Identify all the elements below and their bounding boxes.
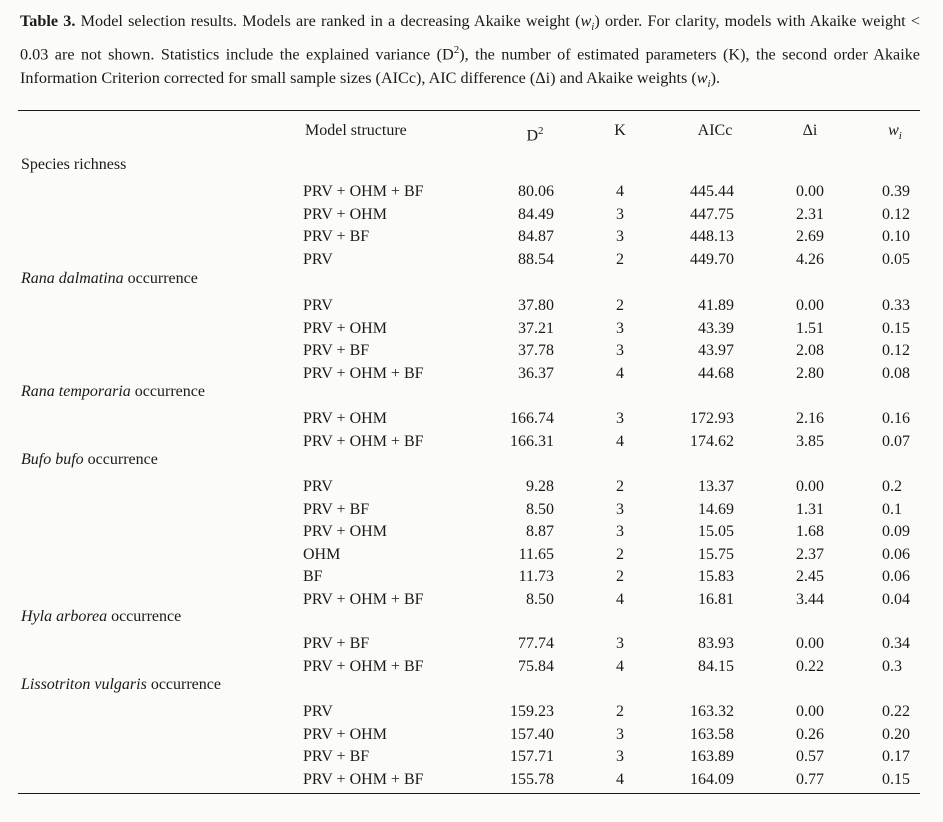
cell-aicc: 14.69 — [698, 500, 734, 518]
cell-w: 0.15 — [882, 319, 910, 337]
cell-model: PRV + BF — [303, 500, 370, 518]
cell-model: PRV — [303, 250, 333, 268]
table-label: Table 3. — [20, 12, 76, 30]
cell-aicc: 84.15 — [698, 657, 734, 675]
cell-k: 2 — [616, 545, 624, 563]
wi-symbol: w — [580, 12, 592, 30]
cell-k: 2 — [616, 297, 624, 314]
cell-d2: 37.80 — [518, 297, 554, 314]
cell-k: 3 — [616, 410, 624, 427]
cell-k: 3 — [616, 635, 624, 652]
header-k: K — [614, 122, 626, 139]
cell-d2: 155.78 — [510, 770, 554, 788]
cell-aicc: 172.93 — [690, 410, 734, 427]
cell-model: PRV + BF — [303, 342, 370, 359]
cell-delta: 2.37 — [796, 545, 824, 563]
cell-model: PRV + OHM — [303, 205, 387, 223]
cell-k: 2 — [616, 568, 624, 585]
cell-model: PRV + OHM — [303, 725, 387, 743]
cell-k: 3 — [616, 342, 624, 359]
cell-w: 0.06 — [882, 568, 910, 585]
cell-model: PRV + OHM + BF — [303, 432, 424, 450]
cell-w: 0.09 — [882, 523, 910, 540]
cell-k: 4 — [616, 432, 624, 450]
cell-model: PRV + OHM — [303, 523, 387, 540]
group-heading-species: Rana dalmatina — [21, 270, 124, 287]
cell-w: 0.12 — [882, 205, 910, 223]
cell-aicc: 43.39 — [698, 319, 734, 337]
cell-d2: 84.87 — [518, 228, 554, 245]
cell-aicc: 15.83 — [698, 568, 734, 585]
cell-aicc: 448.13 — [690, 228, 734, 245]
cell-model: PRV + OHM — [303, 319, 387, 337]
cell-aicc: 449.70 — [690, 250, 734, 268]
cell-delta: 0.00 — [796, 297, 824, 314]
group-heading-species: Rana temporaria — [21, 383, 131, 400]
cell-k: 4 — [616, 770, 624, 788]
cell-delta: 2.80 — [796, 364, 824, 382]
cell-aicc: 15.05 — [698, 523, 734, 540]
cell-d2: 36.37 — [518, 364, 554, 382]
cell-d2: 157.71 — [510, 748, 554, 765]
cell-model: OHM — [303, 545, 341, 563]
cell-model: BF — [303, 568, 323, 585]
cell-delta: 2.08 — [796, 342, 824, 359]
cell-k: 3 — [616, 748, 624, 765]
cell-d2: 77.74 — [518, 635, 554, 652]
cell-d2: 11.65 — [518, 545, 554, 563]
cell-w: 0.20 — [882, 725, 910, 743]
cell-delta: 0.22 — [796, 657, 824, 675]
group-heading — [21, 607, 181, 627]
cell-k: 3 — [616, 228, 624, 245]
group-heading-species: Lissotriton vulgaris — [21, 676, 147, 693]
cell-aicc: 163.58 — [690, 725, 734, 743]
cell-d2: 159.23 — [510, 703, 554, 720]
cell-w: 0.07 — [882, 432, 910, 450]
cell-aicc: 164.09 — [690, 770, 734, 788]
cell-w: 0.04 — [882, 590, 910, 608]
group-heading — [21, 382, 205, 402]
cell-delta: 2.31 — [796, 205, 824, 223]
cell-k: 3 — [616, 500, 624, 518]
cell-delta: 1.31 — [796, 500, 824, 518]
cell-d2: 8.87 — [526, 523, 554, 540]
header-d2-sup: 2 — [538, 125, 544, 137]
wi-subscript: i — [591, 21, 595, 34]
cell-delta: 0.00 — [796, 183, 824, 200]
group-heading-text: occurrence — [130, 383, 205, 400]
header-akaike-weight — [875, 121, 915, 146]
cell-d2: 75.84 — [518, 657, 554, 675]
cell-d2: 84.49 — [518, 205, 554, 223]
cell-d2: 8.50 — [526, 590, 554, 608]
wi-symbol: w — [696, 68, 708, 87]
header-aicc: AICc — [697, 122, 733, 139]
cell-aicc: 174.62 — [690, 432, 734, 450]
cell-delta: 4.26 — [796, 250, 824, 268]
cell-w: 0.10 — [882, 228, 910, 245]
cell-delta: 0.26 — [796, 725, 824, 743]
header-d2 — [500, 121, 570, 146]
cell-aicc: 83.93 — [698, 635, 734, 652]
cell-model: PRV + OHM + BF — [303, 590, 424, 608]
cell-w: 0.3 — [882, 657, 902, 675]
d2-superscript: 2 — [453, 44, 460, 57]
cell-aicc: 445.44 — [690, 183, 734, 200]
cell-delta: 3.85 — [796, 432, 824, 450]
group-heading — [21, 269, 198, 289]
group-heading-text: occurrence — [83, 451, 158, 468]
cell-model: PRV + BF — [303, 228, 370, 245]
cell-d2: 8.50 — [526, 500, 554, 518]
group-heading-text: occurrence — [107, 608, 182, 625]
caption-text-2: ) order. For clarity, models with Akaike weight < 0.03 are not shown. Statistics include the explained variance (D — [20, 12, 920, 64]
cell-d2: 11.73 — [518, 568, 554, 585]
cell-d2: 9.28 — [526, 478, 554, 495]
cell-k: 4 — [616, 364, 624, 382]
group-heading-species: Bufo bufo — [21, 451, 84, 468]
cell-aicc: 15.75 — [698, 545, 734, 563]
top-rule — [18, 110, 920, 111]
cell-w: 0.16 — [882, 410, 910, 427]
table-caption — [20, 10, 920, 96]
header-w-base: w — [888, 122, 899, 139]
caption-text-4: ). — [710, 68, 721, 87]
cell-k: 4 — [616, 657, 624, 675]
cell-delta: 0.77 — [796, 770, 824, 788]
cell-w: 0.12 — [882, 342, 910, 359]
cell-delta: 2.69 — [796, 228, 824, 245]
cell-aicc: 43.97 — [698, 342, 734, 359]
cell-k: 2 — [616, 478, 624, 495]
group-heading — [21, 675, 221, 695]
cell-k: 2 — [616, 250, 624, 268]
cell-d2: 157.40 — [510, 725, 554, 743]
cell-aicc: 163.89 — [690, 748, 734, 765]
cell-model: PRV + OHM + BF — [303, 364, 424, 382]
cell-d2: 80.06 — [518, 183, 554, 200]
cell-model: PRV + OHM + BF — [303, 183, 424, 200]
cell-model: PRV + BF — [303, 748, 370, 765]
cell-w: 0.1 — [882, 500, 902, 518]
cell-k: 4 — [616, 183, 624, 200]
cell-w: 0.22 — [882, 703, 910, 720]
cell-w: 0.15 — [882, 770, 910, 788]
caption-text-3: ), the number of estimated parameters (K), the second order Akaike Information Criterion corrected for small sample sizes (AICc), AIC difference (Δi) and Akaike weights ( — [20, 45, 920, 87]
cell-aicc: 44.68 — [698, 364, 734, 382]
cell-k: 3 — [616, 205, 624, 223]
cell-d2: 88.54 — [518, 250, 554, 268]
cell-delta: 2.16 — [796, 410, 824, 427]
group-heading — [21, 155, 126, 175]
cell-w: 0.2 — [882, 478, 902, 495]
cell-w: 0.39 — [882, 183, 910, 200]
cell-model: PRV + BF — [303, 635, 370, 652]
wi-subscript: i — [707, 77, 711, 90]
cell-w: 0.33 — [882, 297, 910, 314]
cell-aicc: 16.81 — [698, 590, 734, 608]
cell-aicc: 13.37 — [698, 478, 734, 495]
cell-aicc: 447.75 — [690, 205, 734, 223]
header-w-sub: i — [898, 130, 902, 143]
cell-delta: 1.51 — [796, 319, 824, 337]
header-d2-base: D — [526, 127, 539, 145]
cell-delta: 0.00 — [796, 478, 824, 495]
cell-k: 3 — [616, 523, 624, 540]
cell-k: 3 — [616, 319, 624, 337]
cell-delta: 3.44 — [796, 590, 824, 608]
cell-delta: 1.68 — [796, 523, 824, 540]
cell-model: PRV — [303, 297, 333, 314]
caption-text-1: Model selection results. Models are ranked in a decreasing Akaike weight ( — [75, 12, 581, 30]
cell-delta: 0.57 — [796, 748, 824, 765]
cell-delta: 0.00 — [796, 635, 824, 652]
cell-w: 0.06 — [882, 545, 910, 563]
cell-w: 0.17 — [882, 748, 910, 765]
group-heading-species: Hyla arborea — [21, 608, 108, 625]
cell-delta: 0.00 — [796, 703, 824, 720]
group-heading-text: Species richness — [21, 156, 127, 173]
bottom-rule — [18, 793, 920, 794]
group-heading-text: occurrence — [123, 270, 198, 287]
cell-d2: 166.31 — [510, 432, 554, 450]
cell-delta: 2.45 — [796, 568, 824, 585]
cell-model: PRV + OHM + BF — [303, 770, 424, 788]
cell-model: PRV — [303, 478, 333, 495]
cell-model: PRV — [303, 703, 333, 720]
cell-d2: 37.21 — [518, 319, 554, 337]
group-heading — [21, 450, 158, 470]
cell-w: 0.34 — [882, 635, 910, 652]
group-heading-text: occurrence — [146, 676, 221, 693]
cell-d2: 166.74 — [510, 410, 554, 427]
cell-w: 0.08 — [882, 364, 910, 382]
header-model-structure: Model structure — [305, 122, 407, 139]
cell-aicc: 41.89 — [698, 297, 734, 314]
cell-aicc: 163.32 — [690, 703, 734, 720]
header-delta-i: Δi — [802, 122, 818, 139]
cell-k: 4 — [616, 590, 624, 608]
cell-w: 0.05 — [882, 250, 910, 268]
cell-model: PRV + OHM — [303, 410, 387, 427]
cell-model: PRV + OHM + BF — [303, 657, 424, 675]
cell-k: 3 — [616, 725, 624, 743]
cell-d2: 37.78 — [518, 342, 554, 359]
cell-k: 2 — [616, 703, 624, 720]
